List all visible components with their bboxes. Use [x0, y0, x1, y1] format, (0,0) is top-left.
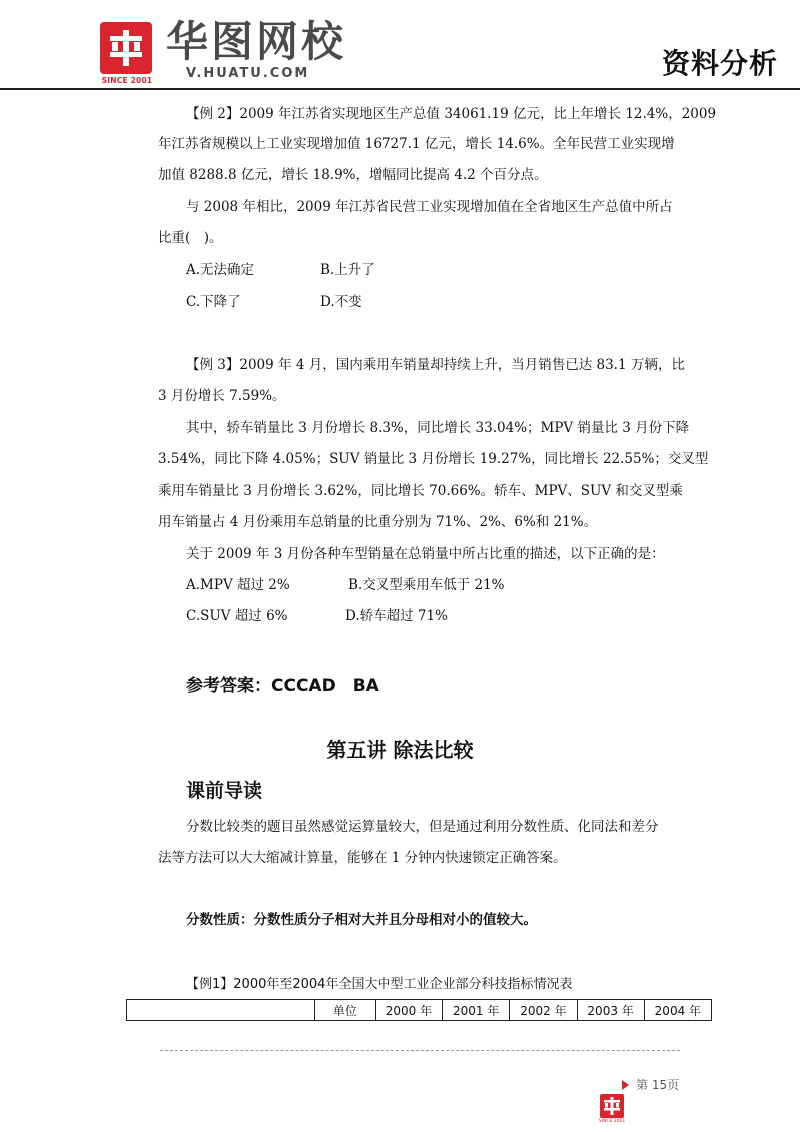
footer-divider — [160, 1050, 680, 1051]
example3-option-c: C.SUV 超过 6% — [186, 608, 288, 624]
table-header-cell: 2003 年 — [577, 1000, 644, 1021]
table-header-cell — [127, 1000, 315, 1021]
example3-option-d: D.轿车超过 71% — [345, 608, 448, 624]
table-header-cell: 2001 年 — [443, 1000, 510, 1021]
example2-line3: 加值 8288.8 亿元，增长 18.9%，增幅同比提高 4.2 个百分点。 — [158, 167, 548, 183]
stats-table — [126, 999, 712, 1021]
example3-detail-line1: 其中，轿车销量比 3 月份增长 8.3%，同比增长 33.04%；MPV 销量比 3 月份下降 — [186, 420, 690, 436]
lecture-title: 第五讲 除法比较 — [326, 738, 474, 762]
section-title: 资料分析 — [661, 47, 778, 80]
page-header — [0, 0, 800, 92]
example3-line1: 【例 3】2009 年 4 月，国内乘用车销量却持续上升，当月销售已达 83.1 万辆，比 — [186, 357, 685, 373]
example2-option-d: D.不变 — [320, 294, 362, 310]
huatu-logo-icon — [100, 22, 152, 74]
table-caption: 【例1】2000年至2004年全国大中型工业企业部分科技指标情况表 — [186, 977, 573, 992]
example3-option-a: A.MPV 超过 2% — [186, 577, 290, 593]
example3-detail-line2: 3.54%，同比下降 4.05%；SUV 销量比 3 月份增长 19.27%，同比增长 22.55%；交叉型 — [158, 451, 709, 467]
footer-since-text: SINCE 2001 — [598, 1119, 626, 1124]
example2-question-line2: 比重( )。 — [158, 230, 223, 246]
example3-question: 关于 2009 年 3 月份各种车型销量在总销量中所占比重的描述，以下正确的是： — [186, 546, 665, 562]
example3-option-b: B.交叉型乘用车低于 21% — [348, 577, 505, 593]
intro-heading: 课前导读 — [186, 780, 263, 802]
example2-option-b: B.上升了 — [320, 262, 375, 278]
example2-line1: 【例 2】2009 年江苏省实现地区生产总值 34061.19 亿元，比上年增长 12.4%，2009 — [186, 106, 717, 122]
intro-line2: 法等方法可以大大缩减计算量，能够在 1 分钟内快速锁定正确答案。 — [158, 850, 567, 866]
logo-wordmark: 华图网校 — [166, 17, 347, 66]
example3-detail-line3: 乘用车销量比 3 月份增长 3.62%，同比增长 70.66%。轿车、MPV、SUV 和交叉型乘 — [158, 483, 683, 499]
footer-logo-icon — [600, 1094, 624, 1118]
example3-line2: 3 月份增长 7.59%。 — [158, 388, 286, 404]
logo-since-text: SINCE 2001 — [101, 76, 153, 85]
fraction-property-rule: 分数性质：分数性质分子相对大并且分母相对小的值较大。 — [186, 912, 537, 928]
example2-question-line1: 与 2008 年相比，2009 年江苏省民营工业实现增加值在全省地区生产总值中所占 — [186, 199, 673, 215]
example2-line2: 年江苏省规模以上工业实现增加值 16727.1 亿元，增长 14.6%。全年民营工业实现增 — [158, 136, 675, 152]
table-header-cell: 2004 年 — [644, 1000, 711, 1021]
header-divider — [0, 88, 800, 90]
page-number: 第 15页 — [636, 1078, 680, 1092]
intro-line1: 分数比较类的题目虽然感觉运算量较大，但是通过利用分数性质、化同法和差分 — [186, 819, 659, 835]
table-header-cell: 2002 年 — [510, 1000, 577, 1021]
table-header-cell: 2000 年 — [375, 1000, 442, 1021]
example2-option-c: C.下降了 — [186, 294, 241, 310]
table-header-cell: 单位 — [314, 1000, 375, 1021]
logo-url: V.HUATU.COM — [186, 66, 310, 81]
reference-answers: 参考答案：CCCAD BA — [186, 676, 379, 696]
example2-option-a: A.无法确定 — [186, 262, 255, 278]
table-header-row — [127, 1000, 712, 1021]
page-arrow-icon — [622, 1080, 629, 1090]
example3-detail-line4: 用车销量占 4 月份乘用车总销量的比重分别为 71%、2%、6%和 21%。 — [158, 514, 598, 530]
